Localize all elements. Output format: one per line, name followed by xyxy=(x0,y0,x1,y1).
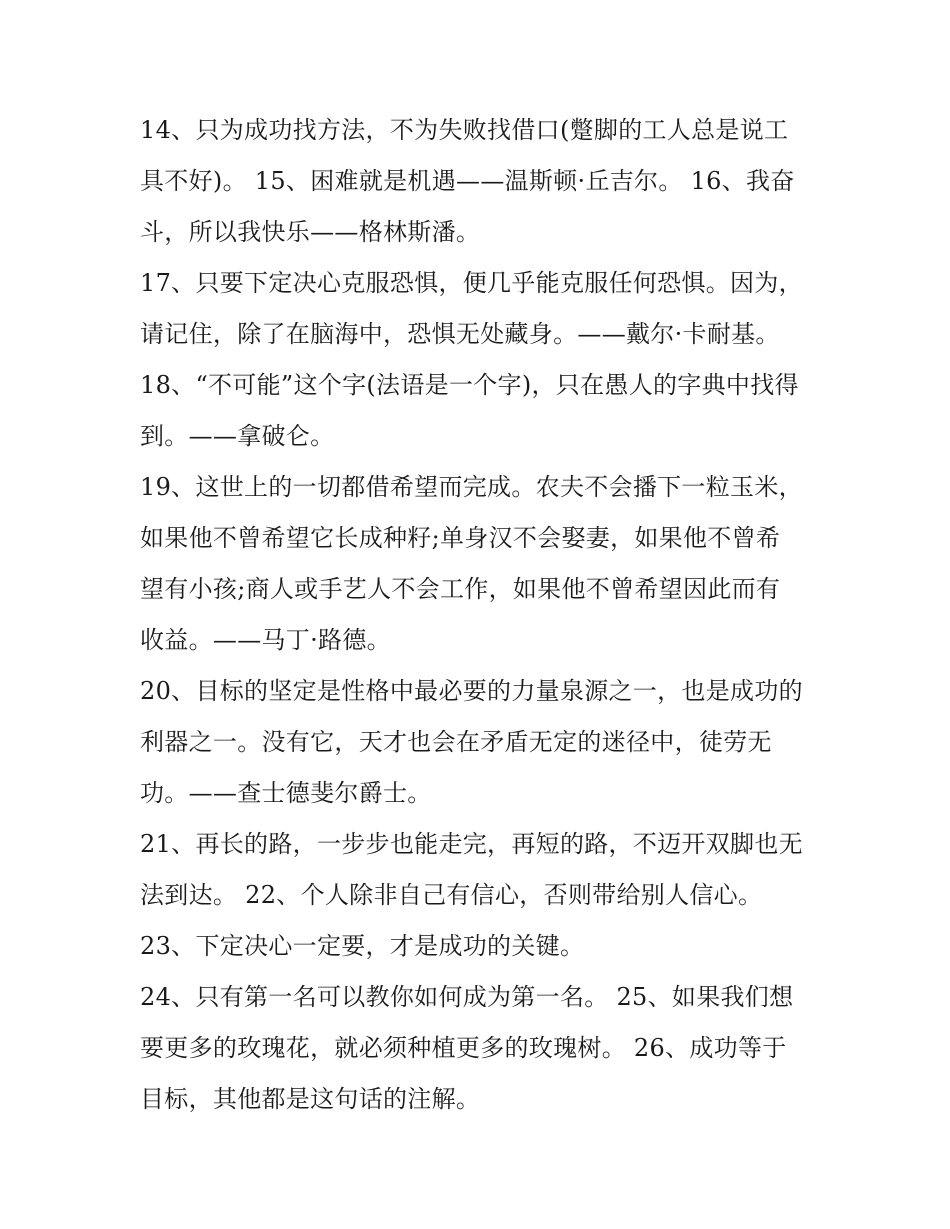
text-line: 法到达。 22、个人除非自己有信心，否则带给别人信心。 xyxy=(140,881,763,909)
text-line: 收益。——马丁·路德。 xyxy=(140,626,391,654)
text-line: 20、目标的坚定是性格中最必要的力量泉源之一，也是成功的 xyxy=(140,677,803,705)
text-line: 具不好)。 15、困难就是机遇——温斯顿·丘吉尔。 16、我奋 xyxy=(140,167,795,195)
text-line: 斗，所以我快乐——格林斯潘。 xyxy=(140,218,481,246)
text-line: 21、再长的路，一步步也能走完，再短的路，不迈开双脚也无 xyxy=(140,830,803,858)
text-line: 利器之一。没有它，天才也会在矛盾无定的迷径中，徒劳无 xyxy=(140,728,772,756)
text-line: 17、只要下定决心克服恐惧，便几乎能克服任何恐惧。因为， xyxy=(140,269,803,297)
quote-text-block xyxy=(140,105,820,1125)
text-line: 功。——查士德斐尔爵士。 xyxy=(140,779,432,807)
text-line: 到。——拿破仑。 xyxy=(140,422,335,450)
text-line: 目标，其他都是这句话的注解。 xyxy=(140,1085,481,1113)
text-line: 19、这世上的一切都借希望而完成。农夫不会播下一粒玉米， xyxy=(140,473,803,501)
text-line: 23、下定决心一定要，才是成功的关键。 xyxy=(140,932,585,960)
text-line: 18、“不可能”这个字(法语是一个字)，只在愚人的字典中找得 xyxy=(140,371,799,399)
text-line: 14、只为成功找方法，不为失败找借口(蹩脚的工人总是说工 xyxy=(140,116,789,144)
text-line: 要更多的玫瑰花，就必须种植更多的玫瑰树。 26、成功等于 xyxy=(140,1034,787,1062)
text-line: 24、只有第一名可以教你如何成为第一名。 25、如果我们想 xyxy=(140,983,794,1011)
text-line: 如果他不曾希望它长成种籽;单身汉不会娶妻，如果他不曾希 xyxy=(140,524,781,552)
text-line: 望有小孩;商人或手艺人不会工作，如果他不曾希望因此而有 xyxy=(140,575,781,603)
text-line: 请记住，除了在脑海中，恐惧无处藏身。——戴尔·卡耐基。 xyxy=(140,320,780,348)
